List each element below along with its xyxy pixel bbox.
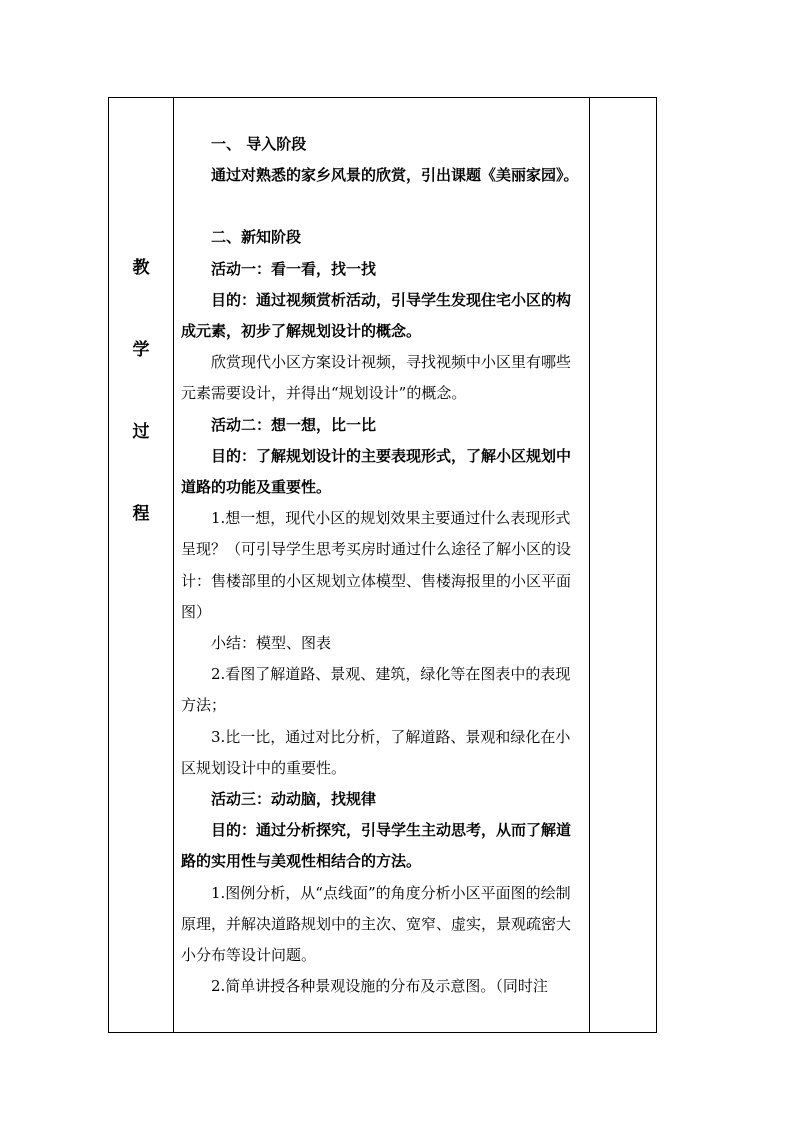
column-divider	[173, 98, 174, 1032]
activity-heading: 活动三：动动脑，找规律	[211, 790, 377, 809]
paragraph: 2.看图了解道路、景观、建筑，绿化等在图表中的表现方法；	[181, 665, 571, 715]
paragraph: 目的：了解规划设计的主要表现形式，了解小区规划中道路的功能及重要性。	[181, 446, 572, 497]
side-label	[109, 248, 173, 576]
paragraph: 1.图例分析，从“点线面”的角度分析小区平面图的绘制原理，并解决道路规划中的主次、宽窄、虚实，景观疏密大小分布等设计问题。	[181, 883, 572, 965]
paragraph: 欣赏现代小区方案设计视频，寻找视频中小区里有哪些元素需要设计，并得出“规划设计”的概念。	[181, 353, 572, 403]
paragraph: 1.想一想，现代小区的规划效果主要通过什么表现形式呈现？（可引导学生思考买房时通过什么途径了解小区的设计：售楼部里的小区规划立体模型、售楼海报里的小区平面图）	[181, 509, 572, 621]
section-heading: 二、新知阶段	[211, 228, 302, 247]
paragraph: 目的：通过分析探究，引导学生主动思考，从而了解道路的实用性与美观性相结合的方法。	[181, 821, 572, 871]
side-label-char: 学	[132, 340, 150, 360]
side-label-char: 过	[132, 422, 150, 442]
paragraph: 小结：模型、图表	[211, 634, 332, 653]
paragraph: 目的：通过视频赏析活动，引导学生发现住宅小区的构成元素，初步了解规划设计的概念。	[181, 290, 572, 341]
paragraph: 2.简单讲授各种景观设施的分布及示意图。（同时注	[211, 977, 548, 996]
side-label-char: 程	[132, 504, 150, 524]
lesson-table	[108, 97, 657, 1033]
column-divider	[589, 98, 590, 1032]
activity-heading: 活动二：想一想，比一比	[211, 415, 377, 434]
section-heading: 一、 导入阶段	[211, 135, 307, 153]
side-label-char: 教	[132, 258, 150, 278]
activity-heading: 活动一：看一看，找一找	[211, 259, 377, 278]
paragraph: 3.比一比，通过对比分析，了解道路、景观和绿化在小区规划设计中的重要性。	[181, 727, 571, 777]
paragraph: 通过对熟悉的家乡风景的欣赏，引出课题《美丽家园》。	[211, 166, 579, 185]
lesson-content	[181, 98, 584, 1002]
